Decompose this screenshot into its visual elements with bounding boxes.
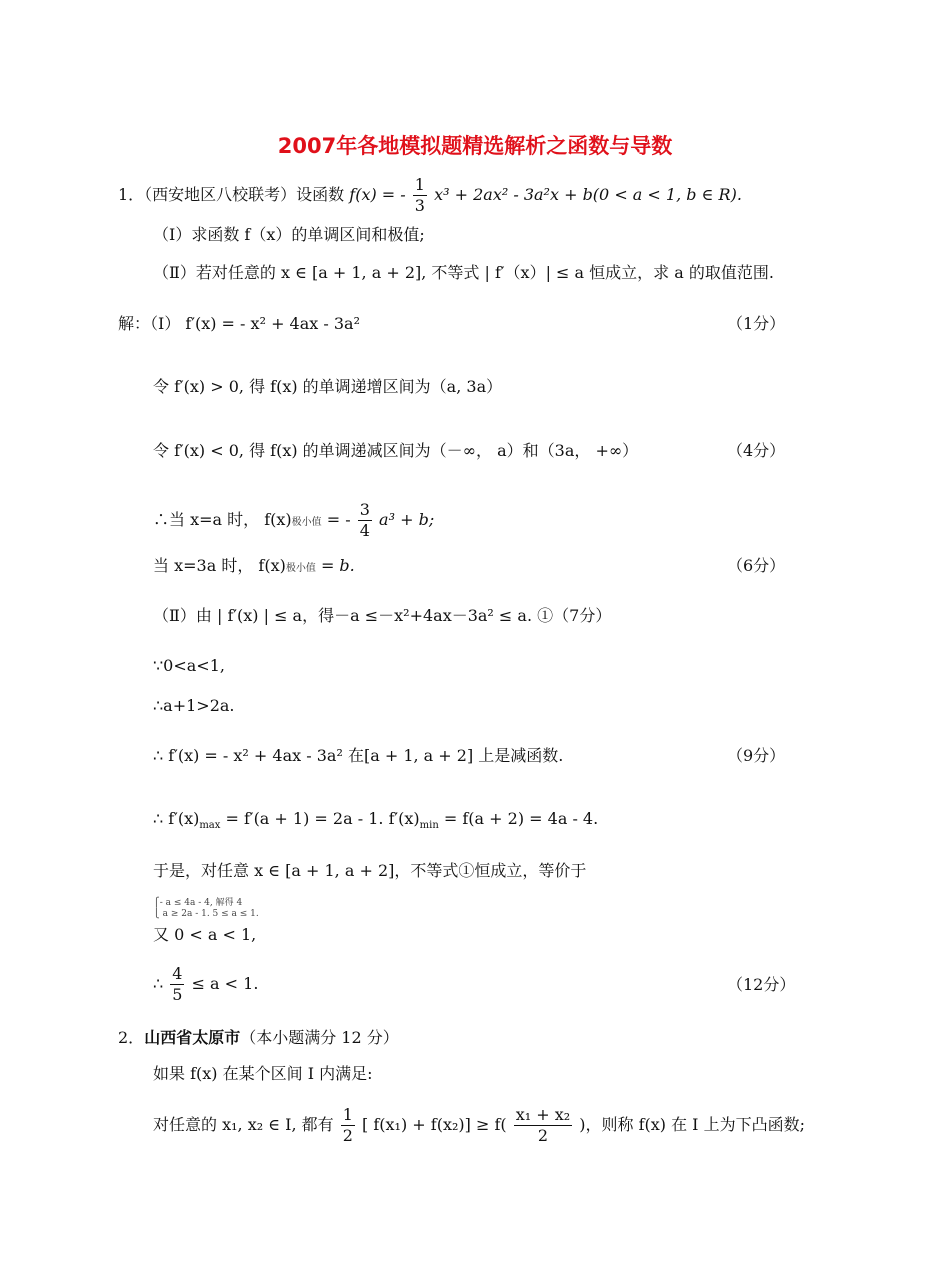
- q2-fraction-mid: [514, 1105, 572, 1146]
- sol-line5-a: 当 x=3a 时， f(x): [153, 556, 286, 575]
- q2-note: （本小题满分 12 分）: [240, 1028, 399, 1047]
- page-title: 2007年各地模拟题精选解析之函数与导数: [277, 134, 673, 158]
- sol-score-1: （1分）: [727, 314, 786, 333]
- sol-line10: [153, 808, 598, 837]
- sol-line10-b: = f′(a + 1) = 2a - 1. f′(x): [225, 809, 420, 828]
- sol-line4-frac-num: 3: [359, 500, 370, 519]
- sol-score-12: （12分）: [727, 975, 796, 994]
- q1-formula-a: f(x) = -: [349, 185, 406, 204]
- q1-part1: （Ⅰ）求函数 f（x）的单调区间和极值;: [153, 225, 425, 244]
- sol-line3: 令 f′(x) < 0, 得 f(x) 的单调递减区间为（－∞， a）和（3a， +∞）: [153, 441, 639, 460]
- q2-frac1-num: 1: [342, 1105, 353, 1124]
- sol-line4-a: ∴当 x=a 时， f(x): [153, 510, 292, 529]
- sol-line1: 解：（Ⅰ） f′(x) = - x² + 4ax - 3a²: [118, 314, 361, 333]
- sol-line13: [153, 964, 258, 1005]
- q2-frac2-den: 2: [537, 1126, 549, 1145]
- sol-line12: 又 0 < a < 1,: [153, 925, 257, 944]
- sol-line4-sub: 极小值: [291, 517, 322, 528]
- q1-formula-b: x³ + 2ax² - 3a²x + b(0 < a < 1, b ∈ R).: [434, 185, 742, 204]
- sol-line13-fraction: [170, 964, 184, 1005]
- q2-heading: [118, 1027, 399, 1049]
- q2-fraction-half: [341, 1105, 355, 1146]
- sol-line5-b: = b.: [320, 556, 355, 575]
- sol-line10-sub-min: min: [419, 820, 439, 832]
- sol-line10-a: ∴ f′(x): [153, 809, 200, 828]
- sol-line8: ∴a+1>2a.: [153, 696, 235, 715]
- sol-line13-a: ∴: [153, 974, 164, 993]
- sol-line6: （Ⅱ）由 | f′(x) | ≤ a，得－a ≤－x²+4ax－3a² ≤ a. ①（7分）: [153, 606, 612, 625]
- q1-frac-num: 1: [414, 175, 425, 194]
- sol-score-4: （4分）: [727, 441, 786, 460]
- sol-line7: ∵0<a<1,: [153, 656, 225, 675]
- q2-frac1-den: 2: [342, 1126, 353, 1145]
- sol-line11: 于是，对任意 x ∈ [a + 1, a + 2]，不等式①恒成立，等价于: [153, 861, 587, 880]
- sol-line4-b: = -: [326, 510, 351, 529]
- q1-fraction: [413, 175, 427, 216]
- sol-system-line1: ⎧- a ≤ 4a - 4, 解得 4: [153, 898, 243, 908]
- sol-line13-b: ≤ a < 1.: [191, 974, 259, 993]
- sol-system-line2: ⎩ a ≥ 2a - 1. 5 ≤ a ≤ 1.: [153, 909, 259, 919]
- sol-line5: [153, 555, 355, 580]
- sol-line4-frac-den: 4: [359, 521, 370, 540]
- q1-part2: （Ⅱ）若对任意的 x ∈ [a + 1, a + 2], 不等式 | f′（x）| ≤ a 恒成立，求 a 的取值范围.: [153, 263, 774, 282]
- sol-line4-c: a³ + b;: [379, 510, 435, 529]
- q2-line2-a: 对任意的 x₁, x₂ ∈ I, 都有: [153, 1115, 334, 1134]
- q2-frac2-num: x₁ + x₂: [515, 1105, 571, 1124]
- sol-line5-sub: 极小值: [285, 563, 316, 574]
- sol-line10-sub-max: max: [199, 820, 221, 832]
- sol-line4-fraction: [358, 500, 372, 541]
- sol-line4: [153, 500, 434, 541]
- q2-line1: 如果 f(x) 在某个区间 I 内满足:: [153, 1064, 373, 1083]
- sol-line10-c: = f(a + 2) = 4a - 4.: [443, 809, 599, 828]
- q2-line2: [153, 1105, 805, 1146]
- sol-line9: ∴ f′(x) = - x² + 4ax - 3a² 在[a + 1, a + 2] 上是减函数.: [153, 746, 564, 765]
- q1-stem: [118, 175, 742, 216]
- q2-number: 2．: [118, 1028, 145, 1047]
- q2-line2-c: )，则称 f(x) 在 I 上为下凸函数;: [579, 1115, 805, 1134]
- q2-source: 山西省太原市: [144, 1028, 241, 1047]
- sol-score-9: （9分）: [727, 746, 786, 765]
- sol-score-6: （6分）: [727, 556, 786, 575]
- q1-frac-den: 3: [414, 196, 425, 215]
- sol-line13-frac-num: 4: [172, 964, 183, 983]
- q2-line2-b: [ f(x₁) + f(x₂)] ≥ f(: [362, 1115, 507, 1134]
- sol-line13-frac-den: 5: [172, 985, 183, 1004]
- sol-line2: 令 f′(x) > 0, 得 f(x) 的单调递增区间为（a, 3a）: [153, 377, 503, 396]
- q1-stem-prefix: 1．（西安地区八校联考）设函数: [118, 185, 345, 204]
